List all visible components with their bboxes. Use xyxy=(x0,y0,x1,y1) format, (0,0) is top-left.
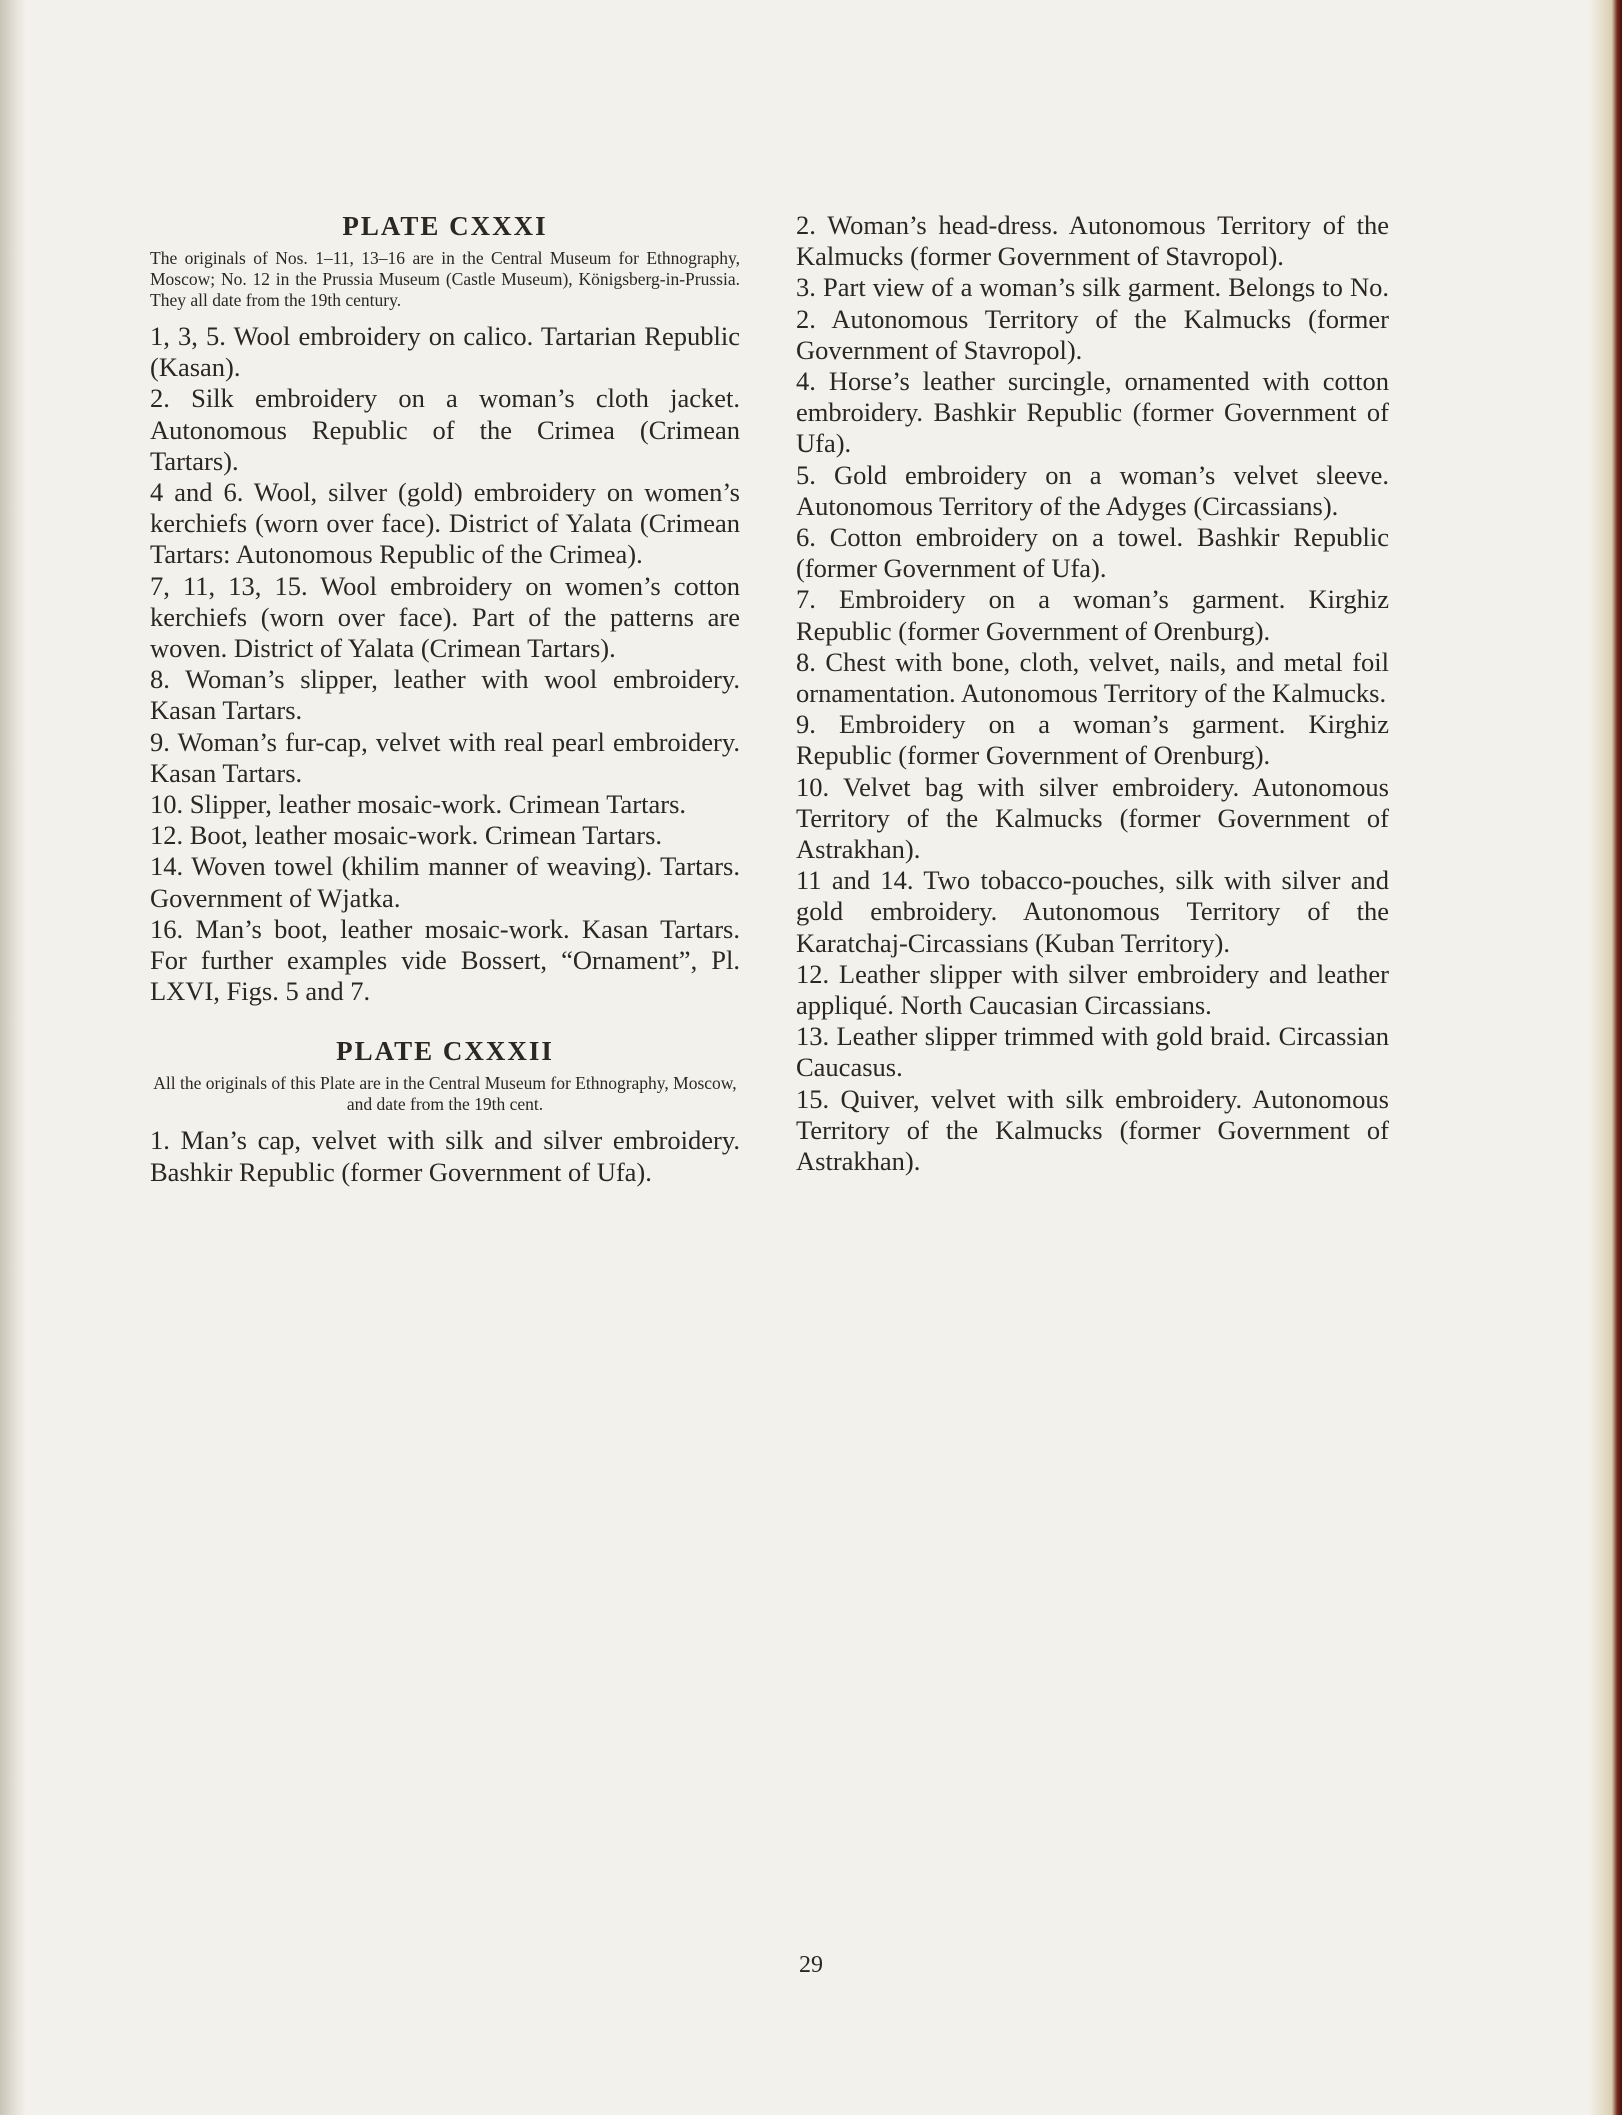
entry: 5. Gold embroidery on a woman’s velvet sleeve. Autonomous Territory of the Adyges (Circassians). xyxy=(796,459,1389,521)
left-column xyxy=(150,210,740,1188)
entry: 12. Boot, leather mosaic-work. Crimean Tartars. xyxy=(150,820,663,851)
entry: 2. Woman’s head-dress. Autonomous Territory of the Kalmucks (former Government of Stavropol). xyxy=(796,210,1389,272)
entry: 15. Quiver, velvet with silk embroidery. Autonomous Territory of the Kalmucks (former Government of Astrakhan). xyxy=(796,1083,1389,1177)
entry: 16. Man’s boot, leather mosaic-work. Kasan Tartars. For further examples vide Bossert, “Ornament”, Pl. LXVI, Figs. 5 and 7. xyxy=(150,913,740,1007)
entry: 1. Man’s cap, velvet with silk and silver embroidery. Bashkir Republic (former Government of Ufa). xyxy=(150,1125,740,1187)
entry: 13. Leather slipper trimmed with gold braid. Circassian Caucasus. xyxy=(796,1021,1389,1083)
page-gutter-shadow xyxy=(0,0,26,2115)
entry: 10. Velvet bag with silver embroidery. Autonomous Territory of the Kalmucks (former Government of Astrakhan). xyxy=(796,771,1389,865)
entry: 9. Woman’s fur-cap, velvet with real pearl embroidery. Kasan Tartars. xyxy=(150,726,740,788)
entry: 4. Horse’s leather surcingle, ornamented with cotton embroidery. Bashkir Republic (former Government of Ufa). xyxy=(796,366,1389,459)
entry: 2. Silk embroidery on a woman’s cloth jacket. Autonomous Republic of the Crimea (Crimean Tartars). xyxy=(150,383,740,476)
entry: 10. Slipper, leather mosaic-work. Crimean Tartars. xyxy=(150,789,687,820)
entry: 11 and 14. Two tobacco-pouches, silk with silver and gold embroidery. Autonomous Territory of the Karatchaj-Circassians (Kuban Territory). xyxy=(796,865,1389,958)
page-number: 29 xyxy=(799,1952,823,1978)
plate-cxxxi-title: PLATE CXXXI xyxy=(342,211,548,241)
entry: 8. Chest with bone, cloth, velvet, nails, and metal foil ornamentation. Autonomous Territory of the Kalmucks. xyxy=(796,646,1389,709)
entry: 12. Leather slipper with silver embroidery and leather appliqué. North Caucasian Circassians. xyxy=(796,958,1389,1021)
entry: 3. Part view of a woman’s silk garment. Belongs to No. 2. Autonomous Territory of the Kalmucks (former Government of Stavropol). xyxy=(796,272,1389,365)
entry: 6. Cotton embroidery on a towel. Bashkir Republic (former Government of Ufa). xyxy=(796,522,1389,584)
entry: 1, 3, 5. Wool embroidery on calico. Tartarian Republic (Kasan). xyxy=(150,321,740,383)
right-column xyxy=(796,210,1389,1177)
entry: 8. Woman’s slipper, leather with wool embroidery. Kasan Tartars. xyxy=(150,664,740,726)
entry: 14. Woven towel (khilim manner of weaving). Tartars. Government of Wjatka. xyxy=(150,851,740,913)
entry: 7, 11, 13, 15. Wool embroidery on women’s cotton kerchiefs (worn over face). Part of the patterns are woven. District of Yalata (Crimean Tartars). xyxy=(150,570,740,664)
plate-cxxxii-note: All the originals of this Plate are in the Central Museum for Ethnography, Moscow, and date from the 19th cent. xyxy=(153,1073,737,1115)
page-edge xyxy=(1588,0,1622,2115)
entry: 9. Embroidery on a woman’s garment. Kirghiz Republic (former Government of Orenburg). xyxy=(796,709,1389,771)
plate-cxxxi-note: The originals of Nos. 1–11, 13–16 are in the Central Museum for Ethnography, Moscow; No. 12 in the Prussia Museum (Castle Museum), Königsberg-in-Prussia. They all date from the 19th century. xyxy=(150,248,740,310)
plate-cxxxii-title: PLATE CXXXII xyxy=(336,1036,554,1067)
entry: 4 and 6. Wool, silver (gold) embroidery on women’s kerchiefs (worn over face). District of Yalata (Crimean Tartars: Autonomous Republic of the Crimea). xyxy=(150,477,740,570)
section-spacer xyxy=(150,1007,740,1035)
entry: 7. Embroidery on a woman’s garment. Kirghiz Republic (former Government of Orenburg). xyxy=(796,584,1389,646)
